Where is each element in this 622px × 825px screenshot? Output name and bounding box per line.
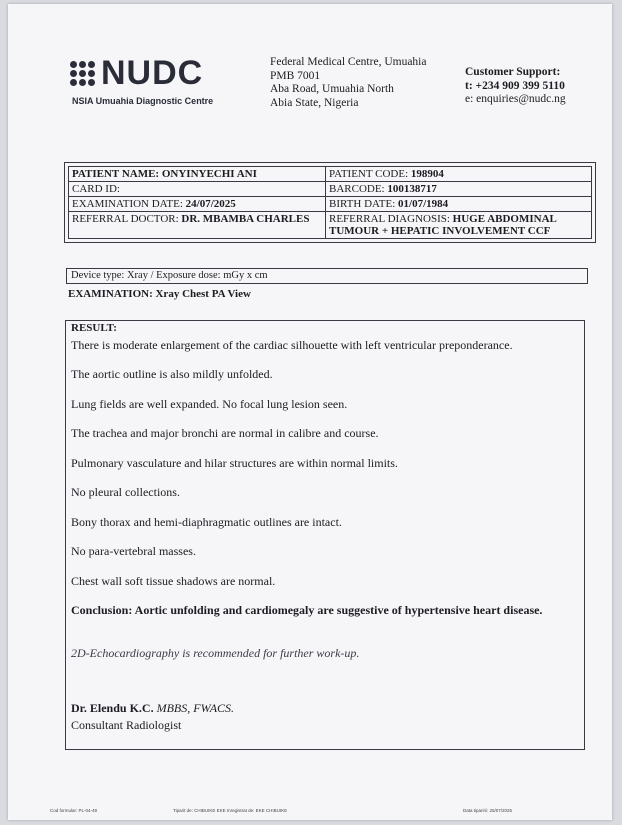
radiologist-name: Dr. Elendu K.C. — [71, 701, 154, 715]
support-email: e: enquiries@nudc.ng — [465, 93, 566, 105]
finding-line: Lung fields are well expanded. No focal lung lesion seen. — [71, 397, 348, 411]
conclusion: Conclusion: Aortic unfolding and cardiomegaly are suggestive of hypertensive heart disease. — [71, 603, 543, 617]
recommendation: 2D-Echocardiography is recommended for further work-up. — [71, 646, 360, 660]
radiologist-degrees: MBBS, FWACS. — [156, 701, 235, 715]
support-title: Customer Support: — [465, 66, 561, 78]
radiologist-role: Consultant Radiologist — [71, 718, 182, 732]
examination-title: EXAMINATION: Xray Chest PA View — [68, 288, 251, 300]
centre-address: Federal Medical Centre, Umuahia PMB 7001 Aba Road, Umuahia North Abia State, Nigeria — [270, 56, 427, 109]
nudc-logo — [70, 56, 213, 106]
brand-tagline: NSIA Umuahia Diagnostic Centre — [72, 96, 214, 106]
finding-line: No pleural collections. — [71, 485, 180, 499]
patient-name-cell: PATIENT NAME: ONYINYECHI ANI — [69, 167, 326, 182]
device-info: Device type: Xray / Exposure dose: mGy x cm — [66, 268, 588, 284]
finding-line: The trachea and major bronchi are normal in calibre and course. — [71, 426, 379, 440]
customer-support — [465, 66, 566, 107]
patient-info-table — [64, 162, 596, 243]
finding-line: Pulmonary vasculature and hilar structures are within normal limits. — [71, 456, 398, 470]
finding-line: The aortic outline is also mildly unfolded. — [71, 367, 273, 381]
result-box — [65, 320, 585, 750]
barcode-cell: BARCODE: 100138717 — [326, 182, 592, 197]
radiologist-signature — [71, 701, 234, 733]
brand-name: NUDC — [101, 54, 204, 92]
report-page — [8, 4, 612, 820]
patient-code-cell: PATIENT CODE: 198904 — [326, 167, 592, 182]
birth-date-cell: BIRTH DATE: 01/07/1984 — [326, 197, 592, 212]
footer-printed-by: Tiparit de: CHIBUIKE EKE Inregistrat de: EKE CHIBUIKE — [173, 808, 288, 813]
footer-form-code: Cod formular: PL-04-49 — [50, 808, 98, 813]
referral-doctor-cell: REFERRAL DOCTOR: DR. MBAMBA CHARLES — [69, 212, 326, 239]
finding-line: Bony thorax and hemi-diaphragmatic outlines are intact. — [71, 515, 342, 529]
finding-line: Chest wall soft tissue shadows are normal. — [71, 574, 276, 588]
result-heading: RESULT: — [71, 322, 117, 334]
referral-diagnosis-cell: REFERRAL DIAGNOSIS: HUGE ABDOMINAL TUMOUR + HEPATIC INVOLVEMENT CCF — [326, 212, 592, 239]
support-phone: t: +234 909 399 5110 — [465, 79, 565, 92]
card-id-cell: CARD ID: — [69, 182, 326, 197]
logo-dots-icon — [70, 61, 95, 86]
finding-line: No para-vertebral masses. — [71, 544, 196, 558]
footer-print-date: Data tiparirii: 25/07/2025 — [463, 808, 513, 813]
exam-date-cell: EXAMINATION DATE: 24/07/2025 — [69, 197, 326, 212]
finding-line: There is moderate enlargement of the cardiac silhouette with left ventricular preponderance. — [71, 338, 513, 352]
